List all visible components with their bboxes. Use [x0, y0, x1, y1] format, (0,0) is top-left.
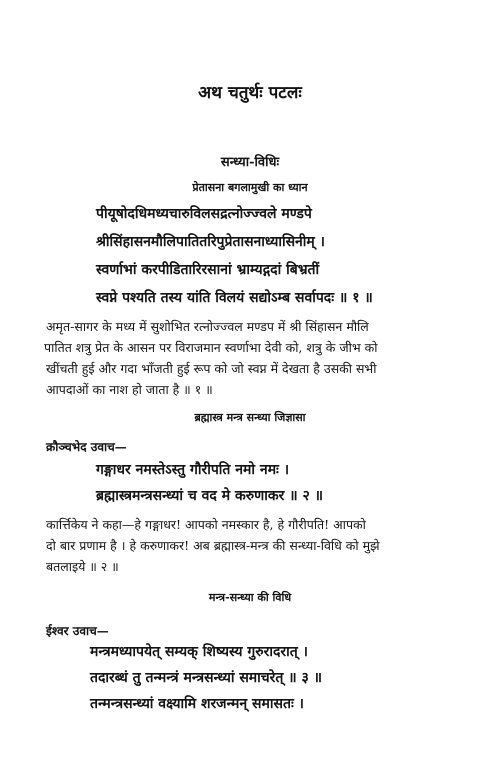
verse-line: तदारब्धं तु तन्मन्त्रं मन्त्रसन्ध्यां समाचरेत् ॥ ३ ॥ [90, 670, 323, 686]
section-heading: मन्त्र-सन्ध्या की विधि [208, 591, 292, 604]
speaker-label: क्रौञ्चभेद उवाच— [46, 440, 127, 454]
verse-line: श्रीसिंहासनमौलिपातितरिपुप्रेतासनाध्यासिनीम् । [96, 234, 325, 250]
translation-line: कार्त्तिकेय ने कहा—हे गङ्गाधर! आपको नमस्कार है, हे गौरीपति! आपको [46, 517, 366, 532]
verse-line: मन्त्रमध्यापयेत् सम्यक् शिष्यस्य गुरुरादरात् । [90, 644, 308, 660]
verse-line: ब्रह्मास्त्रमन्त्रसन्ध्यां च वद मे करुणाकर ॥ २ ॥ [96, 488, 324, 504]
translation-paragraph [46, 316, 476, 400]
translation-line: अमृत-सागर के मध्य में सुशोभित रत्नोज्ज्वल मण्डप में श्री सिंहासन मौलि [46, 319, 369, 334]
translation-line: बतलाइये ॥ २ ॥ [46, 559, 119, 574]
verse-line: गङ्गाधर नमस्तेऽस्तु गौरीपति नमो नमः । [96, 462, 290, 478]
section-heading: सन्ध्या-विधिः [220, 155, 280, 170]
translation-line: खींचती हुई और गदा भाँजती हुई रूप को जो स्वप्न में देखता है उसकी सभी [46, 361, 377, 376]
chapter-title: अथ चतुर्थः पटलः [198, 83, 302, 103]
verse-line: पीयूषोदधिमध्यचारुविलसद्रत्नोज्ज्वले मण्डपे [96, 206, 312, 222]
section-subheading: प्रेतासना बगलामुखी का ध्यान [192, 181, 308, 194]
speaker-label: ईश्वर उवाच— [46, 624, 109, 638]
verse-line: तन्मन्त्रसन्ध्यां वक्ष्यामि शरजन्मन् समासतः । [90, 696, 304, 712]
section-heading: ब्रह्मास्त्र मन्त्र सन्ध्या जिज्ञासा [194, 411, 306, 424]
verse-line: स्वर्णाभां करपीडितारिरसानां भ्राम्यद्गदां बिभ्रतीं [96, 262, 320, 278]
translation-line: पातित शत्रु प्रेत के आसन पर विराजमान स्वर्णाभा देवी को, शत्रु के जीभ को [44, 340, 378, 355]
verse-line: स्वप्ने पश्यति तस्य यांति विलयं सद्योऽम्ब सर्वापदः ॥ १ ॥ [96, 290, 373, 306]
translation-line: आपदाओं का नाश हो जाता है ॥ १ ॥ [46, 382, 213, 397]
translation-paragraph [46, 514, 476, 577]
translation-line: दो बार प्रणाम है । हे करुणाकर! अब ब्रह्मास्त्र-मन्त्र की सन्ध्या-विधि को मुझे [46, 538, 380, 553]
